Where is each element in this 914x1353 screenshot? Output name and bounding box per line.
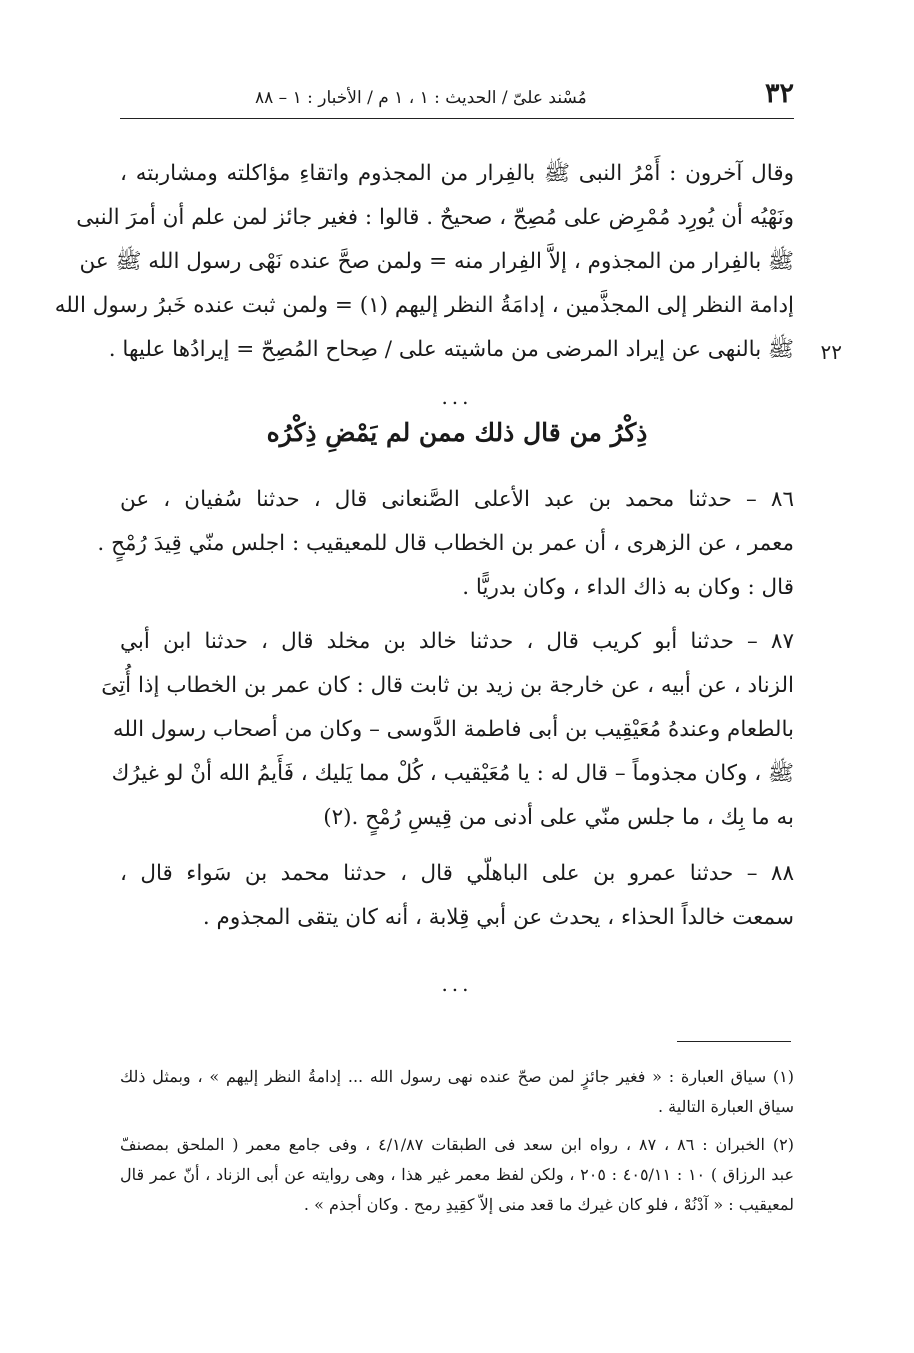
page-header bbox=[120, 78, 794, 119]
footnote-1-line: سياق العبارة التالية . bbox=[657, 1097, 794, 1116]
hadith-87 bbox=[101, 620, 794, 840]
footnote-2-line: عبد الرزاق ) ١٠ : ٤٠٥/١١ : ٢٠٥ ، ولكن لفظ معمر غير هذا ، وهى روايته عن أبى الزناد ، أنّ عمر قال bbox=[120, 1165, 795, 1184]
intro-paragraph bbox=[54, 152, 794, 372]
footnote-2-line: لمعيقيب : « آدْنُهْ ، فلو كان غيرك ما قعد منى إلاّ كقِيدِ رمح . وكان أجذم » . bbox=[303, 1195, 794, 1214]
text-line: به ما بِك ، ما جلس منّي على أدنى من قِيسِ رُمْحٍ .(٢) bbox=[323, 805, 794, 830]
footnote-rule bbox=[677, 1041, 791, 1042]
section-heading: ذِكْرُ من قال ذلك ممن لم يَمْضِ ذِكْرُه bbox=[266, 418, 648, 447]
text-line: وقال آخرون : أَمْرُ النبى ﷺ بالفِرار من المجذوم واتقاءِ مؤاكلته ومشاربته ، bbox=[120, 161, 794, 186]
text-line: ونَهْيُه أن يُورِد مُمْرِض على مُصِحّ ، صحيحٌ . قالوا : فغير جائز لمن علم أن أمرَ النبى bbox=[76, 205, 794, 230]
text-line: معمر ، عن الزهرى ، أن عمر بن الخطاب قال للمعيقيب : اجلس منّي قِيدَ رُمْحٍ . bbox=[97, 531, 794, 556]
page-number: ٣٢ bbox=[764, 78, 794, 109]
text-line: الزناد ، عن أبيه ، عن خارجة بن زيد بن ثابت قال : كان عمر بن الخطاب إذا أُتِىَ bbox=[101, 673, 794, 698]
text-line: ٨٦ – حدثنا محمد بن عبد الأعلى الصَّنعانى قال ، حدثنا سُفيان ، عن bbox=[120, 487, 794, 512]
text-line: إدامة النظر إلى المجذَّمين ، إدامَةُ النظر إليهم (١) = ولمن ثبت عنده خَبرُ رسول الله bbox=[54, 293, 794, 318]
text-line: ﷺ بالنهى عن إيراد المرضى من ماشيته على / صِحاح المُصِحّ = إيرادُها عليها . bbox=[108, 337, 794, 362]
running-head: مُسْند علىّ / الحديث : ١ ، ١ م / الأخبار : ١ – ٨٨ bbox=[255, 88, 587, 108]
text-line: قال : وكان به ذاك الداء ، وكان بدريًّا . bbox=[462, 575, 794, 600]
text-line: ٨٨ – حدثنا عمرو بن على الباهلّي قال ، حدثنا محمد بن سَواء قال ، bbox=[120, 861, 794, 886]
end-separator: ... bbox=[441, 972, 473, 996]
margin-line-number: ٢٢ bbox=[820, 340, 842, 364]
footnote-1-line: (١) سياق العبارة : « فغير جائزٍ لمن صحّ عنده نهى رسول الله ... إدامةُ النظر إليهم » ، وبمثل ذلك bbox=[120, 1067, 794, 1086]
footnotes bbox=[120, 1062, 794, 1220]
text-line: ﷺ ، وكان مجذوماً – قال له : يا مُعَيْقيب ، كُلْ مما يَليك ، فَأَيمُ الله أنْ لو غيرُك bbox=[111, 761, 794, 786]
hadith-88 bbox=[120, 852, 794, 940]
text-line: سمعت خالداً الحذاء ، يحدث عن أبي قِلابة ، أنه كان يتقى المجذوم . bbox=[202, 905, 794, 930]
hadith-86 bbox=[97, 478, 794, 610]
section-separator: ... bbox=[441, 385, 473, 409]
text-line: بالطعام وعندهُ مُعَيْقِيب بن أبى فاطمة الدَّوسى – وكان من أصحاب رسول الله bbox=[112, 717, 794, 742]
footnote-2-line: (٢) الخبران : ٨٦ ، ٨٧ ، رواه ابن سعد فى الطبقات ٤/١/٨٧ ، وفى جامع معمر ( الملحق بمصنفّ bbox=[120, 1135, 794, 1154]
text-line: ﷺ بالفِرار من المجذوم ، إلاَّ الفِرار منه = ولمن صحَّ عنده نَهْى رسول الله ﷺ عن bbox=[79, 249, 794, 274]
text-line: ٨٧ – حدثنا أبو كريب قال ، حدثنا خالد بن مخلد قال ، حدثنا ابن أبي bbox=[120, 629, 794, 654]
